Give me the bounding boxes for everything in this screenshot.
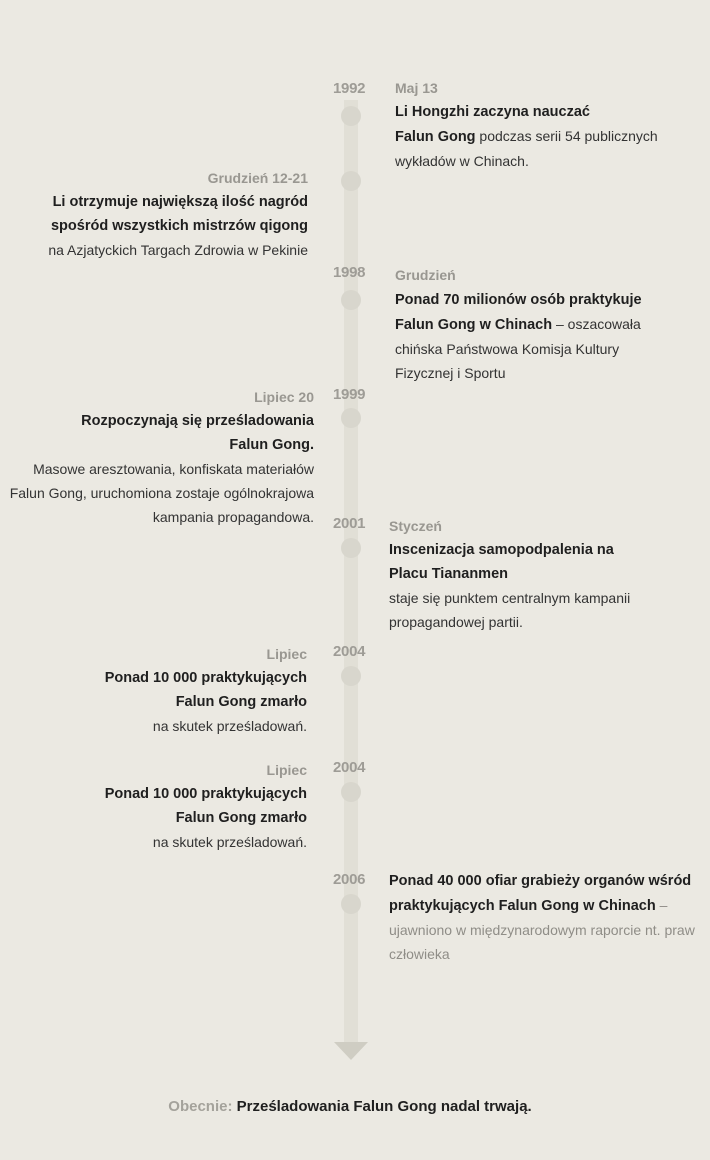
footer-prefix: Obecnie: — [168, 1098, 233, 1115]
timeline-entry-1992 — [395, 76, 685, 173]
entry-date: Lipiec — [266, 762, 307, 778]
entry-headline: Li otrzymuje największą ilość nagród spośród wszystkich mistrzów qigong — [50, 194, 308, 234]
entry-headline: Ponad 10 000 praktykujących Falun Gong zmarło — [104, 786, 307, 826]
year-label: 2004 — [333, 759, 366, 776]
timeline-dot — [341, 408, 361, 428]
footer-note — [0, 1098, 700, 1115]
entry-date: Lipiec 20 — [254, 389, 314, 405]
timeline-dot — [341, 666, 361, 686]
entry-date: Grudzień 12-21 — [207, 170, 308, 186]
timeline-dot — [341, 171, 361, 191]
timeline-entry-1998 — [395, 263, 665, 385]
timeline-entry-2004-a — [90, 642, 307, 738]
entry-date: Grudzień — [395, 267, 456, 283]
entry-date: Lipiec — [266, 646, 307, 662]
timeline-dot — [341, 538, 361, 558]
timeline-arrow-icon — [334, 1042, 368, 1060]
entry-body: na skutek prześladowań. — [152, 834, 307, 850]
timeline-entry-1999 — [4, 385, 314, 529]
entry-body: Masowe aresztowania, konfiskata materiałów Falun Gong, uruchomiona zostaje ogólnokrajowa kampania propagandowa. — [9, 461, 314, 525]
year-label: 1999 — [333, 386, 366, 403]
entry-headline: Li Hongzhi zaczyna nauczać — [395, 104, 590, 120]
entry-headline: Ponad 40 000 ofiar grabieży organów wśród praktykujących Falun Gong w Chinach — [389, 873, 692, 914]
entry-body: – oszacowała chińska Państwowa Komisja Kultury Fizycznej i Sportu — [395, 316, 641, 381]
entry-body: – ujawniono w międzynarodowym raporcie nt. praw człowieka — [389, 897, 695, 962]
entry-headline: Ponad 10 000 praktykujących Falun Gong zmarło — [104, 670, 307, 710]
entry-body: na Azjatyckich Targach Zdrowia w Pekinie — [48, 242, 308, 258]
timeline-entry-2006 — [389, 868, 701, 966]
entry-date: Styczeń — [389, 518, 442, 534]
entry-headline: Ponad 70 milionów osób praktykuje Falun Gong w Chinach — [395, 292, 642, 333]
year-label: 2004 — [333, 643, 366, 660]
year-label: 1992 — [333, 80, 366, 97]
year-label: 2001 — [333, 515, 366, 532]
entry-headline: Rozpoczynają się prześladowania Falun Gong. — [81, 413, 314, 453]
footer-text: Prześladowania Falun Gong nadal trwają. — [236, 1098, 532, 1115]
timeline-entry-2004-b — [90, 758, 307, 854]
timeline-dot — [341, 290, 361, 310]
entry-body: na skutek prześladowań. — [152, 718, 307, 734]
timeline-dot — [341, 782, 361, 802]
entry-headline-part: Falun Gong — [395, 129, 476, 145]
year-label: 1998 — [333, 264, 366, 281]
entry-headline: Inscenizacja samopodpalenia na Placu Tiananmen — [389, 542, 614, 582]
entry-date: Maj 13 — [395, 80, 438, 96]
year-label: 2006 — [333, 871, 366, 888]
timeline-dot — [341, 106, 361, 126]
timeline-dot — [341, 894, 361, 914]
timeline-entry-2001 — [389, 514, 639, 634]
entry-body: podczas serii 54 publicznych wykładów w Chinach. — [395, 128, 658, 169]
entry-body: staje się punktem centralnym kampanii propagandowej partii. — [389, 590, 631, 630]
timeline-entry-award — [10, 166, 308, 262]
